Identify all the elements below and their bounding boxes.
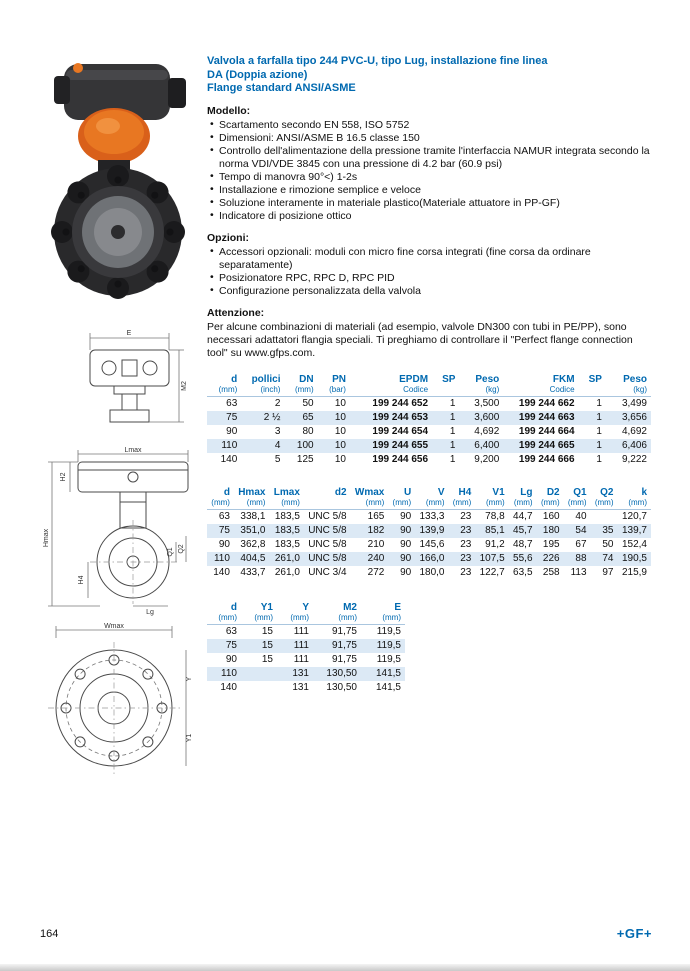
dim-label-y1: Y1 <box>186 733 193 743</box>
table-cell: 9,200 <box>474 454 500 465</box>
table-cell: 199 244 656 <box>372 454 429 465</box>
table-cell: 111 <box>293 626 309 637</box>
table-cell: 100 <box>284 439 317 453</box>
column-header: Lmax <box>273 486 300 498</box>
table-cell: 195 <box>542 539 560 550</box>
page-title <box>207 55 651 96</box>
table-cell: 44,7 <box>513 511 533 522</box>
bullet-item: • Scartamento secondo EN 558, ISO 5752 <box>207 119 651 132</box>
column-unit <box>579 385 606 397</box>
column-header: M2 <box>343 601 357 613</box>
column-header: Hmax <box>238 486 266 498</box>
page-bottom-edge <box>0 964 690 971</box>
column-header: D2 <box>546 486 560 498</box>
column-header: Y1 <box>260 601 273 613</box>
attenzione-text: Per alcune combinazioni di materiali (ad esempio, valvole DN300 con tubi in PE/PP), sono necessari adattatori flangia speciali. Ti preghiamo di controllare il "Perfect flange connection tool" su www.gfps.com. <box>207 320 633 359</box>
front-view-drawing <box>72 328 192 436</box>
content-column <box>207 55 651 695</box>
table-cell: 1 <box>449 454 456 465</box>
table-cell: 15 <box>261 654 273 665</box>
dim-label-hmax: Hmax <box>43 528 50 548</box>
table-cell: 111 <box>293 654 309 665</box>
table-cell: 75 <box>207 639 241 653</box>
table-row <box>207 667 405 681</box>
table-cell: 199 244 663 <box>503 411 578 425</box>
table-cell: 119,5 <box>376 626 401 637</box>
opzioni-list <box>207 246 651 298</box>
column-unit: (mm) <box>617 498 651 510</box>
table-cell: 165 <box>367 511 385 522</box>
column-header: Peso <box>475 373 500 385</box>
table-cell: 50 <box>602 539 614 550</box>
ordering-codes-table <box>207 374 651 467</box>
table-cell: 48,7 <box>513 539 533 550</box>
table-cell: 199 244 662 <box>518 398 575 409</box>
dim-label-m2: M2 <box>181 381 188 391</box>
table-cell: 404,5 <box>234 552 270 566</box>
table-cell: 261,0 <box>269 552 303 566</box>
column-unit: (mm) <box>284 385 317 397</box>
table-cell: 23 <box>448 552 475 566</box>
modello-list <box>207 119 651 223</box>
column-header: Lg <box>520 486 533 498</box>
table-cell: 90 <box>225 654 237 665</box>
table-row <box>207 538 651 552</box>
table-cell: 3,600 <box>459 411 503 425</box>
column-header: k <box>641 486 647 498</box>
table-cell: 180,0 <box>419 567 445 578</box>
column-unit: (bar) <box>318 385 350 397</box>
column-header: V <box>437 486 445 498</box>
table-row <box>207 439 651 453</box>
column-header: E <box>394 601 401 613</box>
product-photo <box>48 56 193 304</box>
column-unit: (kg) <box>606 385 651 397</box>
column-unit: (kg) <box>459 385 503 397</box>
table-cell: 140 <box>220 682 237 693</box>
column-unit: (mm) <box>415 498 448 510</box>
column-unit: (mm) <box>509 498 537 510</box>
table-cell: 15 <box>261 626 273 637</box>
table-cell: 1 <box>449 398 456 409</box>
table-cell: 63 <box>226 398 238 409</box>
column-unit: (mm) <box>388 498 415 510</box>
table-cell: 125 <box>296 454 314 465</box>
table-cell: 433,7 <box>240 567 266 578</box>
dim-label-h2: H2 <box>60 472 67 482</box>
table-cell: 90 <box>400 511 412 522</box>
table-cell: 10 <box>334 426 346 437</box>
column-header: DN <box>299 373 314 385</box>
table-cell: 74 <box>591 552 618 566</box>
table-row <box>207 653 405 667</box>
column-header: Peso <box>623 373 647 385</box>
bullet-item: • Posizionatore RPC, RPC D, RPC PID <box>207 272 651 285</box>
table-cell: 1 <box>579 439 606 453</box>
table-cell: 63 <box>218 511 230 522</box>
table-cell: 119,5 <box>376 654 401 665</box>
table-cell: 3,656 <box>606 411 651 425</box>
table-cell: 110 <box>207 439 241 453</box>
column-unit <box>432 385 459 397</box>
table-cell: 40 <box>575 511 587 522</box>
table-cell: 2 ½ <box>241 411 284 425</box>
column-unit: (mm) <box>269 498 303 510</box>
column-header: H4 <box>458 486 472 498</box>
table-row <box>207 509 651 524</box>
table-cell: 199 244 654 <box>372 426 429 437</box>
table-cell: 141,5 <box>375 682 401 693</box>
actuator-dimensions-table <box>207 602 405 695</box>
table-cell: UNC 5/8 <box>308 539 347 550</box>
table-cell: 145,6 <box>419 539 445 550</box>
table-cell: 2 <box>274 398 281 409</box>
table-cell: 1 <box>596 398 602 409</box>
table-cell: 91,75 <box>331 654 357 665</box>
table-cell: UNC 5/8 <box>308 511 347 522</box>
bullet-item: • Soluzione interamente in materiale plastico(Materiale attuatore in PP-GF) <box>207 197 651 210</box>
position-indicator-orange <box>78 108 150 164</box>
table-cell: 130,50 <box>326 682 357 693</box>
table-cell: 199 244 665 <box>503 439 578 453</box>
table-cell: 1 <box>449 426 456 437</box>
table-cell: 90 <box>388 524 415 538</box>
table-cell: 10 <box>334 398 346 409</box>
column-header: Y <box>302 601 309 613</box>
column-unit: (mm) <box>591 498 618 510</box>
table-cell: 199 244 664 <box>518 426 575 437</box>
column-header: d <box>231 373 238 385</box>
table-cell: 97 <box>602 567 614 578</box>
table-row <box>207 681 405 695</box>
column-header: pollici <box>251 373 281 385</box>
column-header: SP <box>442 373 456 385</box>
table-row <box>207 453 651 467</box>
opzioni-heading: Opzioni: <box>207 231 249 244</box>
table-cell: 120,7 <box>621 511 647 522</box>
table-cell: 199 244 652 <box>372 398 429 409</box>
table-cell: 119,5 <box>361 639 405 653</box>
table-cell: 133,3 <box>419 511 445 522</box>
table-cell: 131 <box>277 667 313 681</box>
table-cell: 80 <box>302 426 314 437</box>
table-cell: 4,692 <box>621 426 647 437</box>
table-cell: 199 244 653 <box>350 411 432 425</box>
table-cell: 210 <box>367 539 385 550</box>
table-cell: 240 <box>351 552 389 566</box>
table-cell: 199 244 666 <box>518 454 575 465</box>
table-cell: 3 <box>274 426 281 437</box>
column-header: d <box>230 601 237 613</box>
column-header: Wmax <box>354 486 385 498</box>
table-cell: 45,7 <box>509 524 537 538</box>
table-cell: 75 <box>207 411 241 425</box>
table-cell: 182 <box>351 524 389 538</box>
table-row <box>207 411 651 425</box>
table-cell: 166,0 <box>415 552 448 566</box>
table-cell: 160 <box>542 511 560 522</box>
table-cell <box>241 667 277 681</box>
table-cell: 10 <box>318 411 350 425</box>
table-row <box>207 566 651 580</box>
table-cell: 23 <box>460 567 472 578</box>
bullet-item: • Indicatore di posizione ottico <box>207 210 651 223</box>
table-cell: 113 <box>570 567 587 578</box>
table-cell: 50 <box>302 398 314 409</box>
table-cell: 1 <box>596 454 602 465</box>
column-header: EPDM <box>399 373 429 385</box>
column-unit: (mm) <box>207 385 241 397</box>
table-cell: 23 <box>460 539 472 550</box>
table-cell: 130,50 <box>313 667 361 681</box>
column-header: Q2 <box>600 486 614 498</box>
column-unit: (inch) <box>241 385 284 397</box>
column-unit: (mm) <box>234 498 270 510</box>
table-cell: 35 <box>591 524 618 538</box>
table-cell: 139,7 <box>617 524 651 538</box>
side-view-drawing <box>40 446 198 616</box>
table-cell: 351,0 <box>234 524 270 538</box>
table-cell: 4 <box>241 439 284 453</box>
table-cell: 90 <box>400 567 412 578</box>
column-unit: (mm) <box>207 613 241 625</box>
dim-label-e: E <box>126 330 132 337</box>
column-unit: (mm) <box>313 613 361 625</box>
bullet-item: • Controllo dell'alimentazione della pressione tramite l'interfaccia NAMUR integrata secondo la norma VDI/VDE 3845 con una pressione di 4.2 bar (60.9 psi) <box>207 145 651 171</box>
table-cell: UNC 3/4 <box>308 567 347 578</box>
title-line-1: Valvola a farfalla tipo 244 PVC-U, tipo Lug, installazione fine linea <box>207 55 548 67</box>
column-unit: (mm) <box>277 613 313 625</box>
table-cell: 88 <box>564 552 591 566</box>
table-cell: 54 <box>564 524 591 538</box>
table-cell: 6,406 <box>606 439 651 453</box>
dim-label-y: Y <box>186 676 193 682</box>
column-header: FKM <box>552 373 575 385</box>
bullet-item: • Dimensioni: ANSI/ASME B 16.5 classe 150 <box>207 132 651 145</box>
title-line-2: DA (Doppia azione) <box>207 68 308 81</box>
table-row <box>207 524 651 538</box>
column-unit: (mm) <box>475 498 508 510</box>
table-cell: 5 <box>274 454 281 465</box>
table-cell: 139,9 <box>415 524 448 538</box>
title-line-3: Flange standard ANSI/ASME <box>207 82 356 94</box>
dim-label-lg: Lg <box>146 609 154 616</box>
table-cell: 85,1 <box>475 524 508 538</box>
table-cell: 261,0 <box>274 567 300 578</box>
table-cell: 183,5 <box>274 539 300 550</box>
table-row <box>207 552 651 566</box>
bullet-item: • Configurazione personalizzata della valvola <box>207 285 651 298</box>
dim-label-lmax: Lmax <box>124 447 142 454</box>
table-cell: 75 <box>207 524 234 538</box>
table-cell: 199 244 655 <box>350 439 432 453</box>
column-unit: (mm) <box>207 498 234 510</box>
column-unit <box>304 498 351 510</box>
table-cell: 1 <box>579 411 606 425</box>
table-cell: 272 <box>367 567 385 578</box>
column-unit: (mm) <box>537 498 564 510</box>
table-cell: 183,5 <box>269 524 303 538</box>
column-header: V1 <box>492 486 505 498</box>
column-header: SP <box>588 373 602 385</box>
table-cell: 91,75 <box>313 639 361 653</box>
table-cell: 6,400 <box>459 439 503 453</box>
table-cell: 141,5 <box>361 667 405 681</box>
page-number: 164 <box>40 928 59 940</box>
table-cell: 90 <box>388 552 415 566</box>
table-cell: 152,4 <box>621 539 647 550</box>
table-cell: 23 <box>460 511 472 522</box>
table-cell: 23 <box>448 524 475 538</box>
column-unit: (mm) <box>241 613 277 625</box>
lug-flange-body <box>51 165 185 299</box>
table-row <box>207 624 405 639</box>
table-cell: 90 <box>400 539 412 550</box>
flange-view-drawing <box>42 622 194 776</box>
table-cell: 226 <box>537 552 564 566</box>
table-cell: 110 <box>207 667 241 681</box>
column-header: d <box>223 486 230 498</box>
dim-label-h4: H4 <box>78 575 85 585</box>
table-cell: 67 <box>575 539 587 550</box>
table-cell: 338,1 <box>240 511 266 522</box>
table-cell <box>591 509 618 524</box>
bullet-item: • Accessori opzionali: moduli con micro fine corsa integrati (fine corsa da ordinare separatamente) <box>207 246 651 272</box>
table-cell: 91,75 <box>331 626 357 637</box>
column-header: U <box>403 486 412 498</box>
column-header: Q1 <box>573 486 587 498</box>
dim-label-wmax: Wmax <box>104 623 124 630</box>
column-unit: (mm) <box>564 498 591 510</box>
column-header: PN <box>332 373 346 385</box>
column-unit: (mm) <box>361 613 405 625</box>
table-cell: 91,2 <box>485 539 505 550</box>
table-cell: 9,222 <box>621 454 647 465</box>
table-cell: 110 <box>207 552 234 566</box>
table-cell: 1 <box>596 426 602 437</box>
table-cell: 3,499 <box>621 398 647 409</box>
table-cell: 122,7 <box>479 567 505 578</box>
table-cell: 362,8 <box>240 539 266 550</box>
table-row <box>207 425 651 439</box>
table-cell: 183,5 <box>274 511 300 522</box>
table-cell: 15 <box>241 639 277 653</box>
bullet-item: • Installazione e rimozione semplice e veloce <box>207 184 651 197</box>
table-cell: 140 <box>220 454 238 465</box>
table-cell: 78,8 <box>485 511 505 522</box>
table-cell: 63 <box>225 626 237 637</box>
table-cell: 140 <box>213 567 230 578</box>
dim-label-q2: Q2 <box>178 544 185 554</box>
table-cell: 131 <box>292 682 309 693</box>
table-cell: 4,692 <box>474 426 500 437</box>
column-header: d2 <box>334 486 347 498</box>
table-cell: 10 <box>318 439 350 453</box>
modello-heading: Modello: <box>207 104 251 117</box>
column-unit: (mm) <box>448 498 475 510</box>
table-cell: 1 <box>432 411 459 425</box>
table-cell: 1 <box>432 439 459 453</box>
table-cell: 90 <box>226 426 238 437</box>
table-cell: 10 <box>334 454 346 465</box>
table-cell: 180 <box>537 524 564 538</box>
table-cell: 107,5 <box>475 552 508 566</box>
bullet-item: • Tempo di manovra 90°<) 1-2s <box>207 171 651 184</box>
dimensions-table <box>207 487 651 580</box>
table-row <box>207 396 651 411</box>
table-cell: 215,9 <box>621 567 647 578</box>
table-cell: 55,6 <box>509 552 537 566</box>
dim-label-q1: Q1 <box>167 547 174 557</box>
column-unit: Codice <box>503 385 578 397</box>
table-cell: 3,500 <box>474 398 500 409</box>
attenzione-heading: Attenzione: <box>207 306 265 319</box>
table-row <box>207 639 405 653</box>
table-cell: 258 <box>542 567 560 578</box>
column-unit: (mm) <box>351 498 389 510</box>
table-cell: 90 <box>218 539 230 550</box>
table-cell <box>241 681 277 695</box>
table-cell: 111 <box>277 639 313 653</box>
table-cell: 63,5 <box>513 567 533 578</box>
table-cell: UNC 5/8 <box>304 524 351 538</box>
gf-logo: +GF+ <box>616 926 652 941</box>
column-unit: Codice <box>350 385 432 397</box>
table-cell: UNC 5/8 <box>304 552 351 566</box>
table-cell: 65 <box>284 411 317 425</box>
table-cell: 190,5 <box>617 552 651 566</box>
